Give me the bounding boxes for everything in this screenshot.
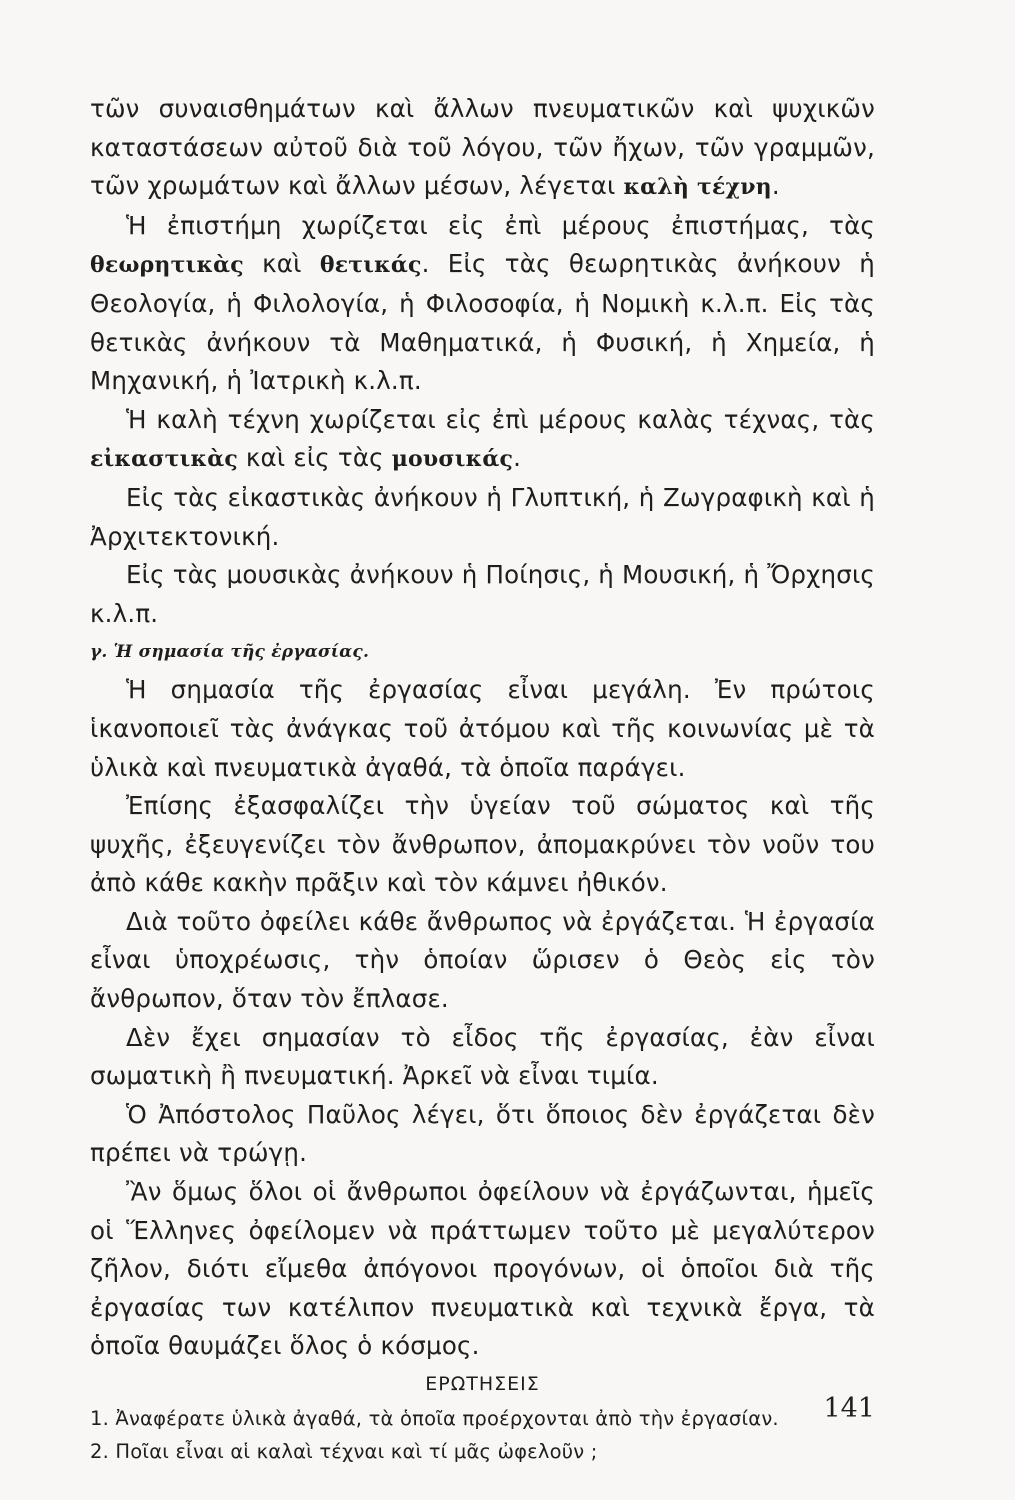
paragraph-2-part-b: καὶ: [243, 249, 320, 279]
paragraph-1: [90, 90, 875, 207]
paragraph-2-part-c: . Εἰς τὰς θεωρητικὰς ἀνήκουν ἡ Θεολογία, ἡ Φιλολογία, ἡ Φιλοσοφία, ἡ Νομικὴ κ.λ.π. Εἰς τὰς θετικὰς ἀνήκουν τὰ Μαθηματικά, ἡ Φυσική, ἡ Χημεία, ἡ Μηχανική, ἡ Ἰατρικὴ κ.λ.π.: [90, 249, 875, 396]
paragraph-5: Εἰς τὰς μουσικὰς ἀνήκουν ἡ Ποίησις, ἡ Μουσική, ἡ Ὄρχησις κ.λ.π.: [90, 560, 876, 628]
paragraph-8: Διὰ τοῦτο ὀφείλει κάθε ἄνθρωπος νὰ ἐργάζεται. Ἡ ἐργασία εἶναι ὑποχρέωσις, τὴν ὁποίαν ὥρισεν ὁ Θεὸς εἰς τὸν ἄνθρωπον, ὅταν τὸν ἔπλασε.: [90, 906, 875, 1014]
paragraph-10: Ὁ Ἀπόστολος Παῦλος λέγει, ὅτι ὅποιος δὲν ἐργάζεται δὲν πρέπει νὰ τρώγῃ.: [90, 1099, 875, 1168]
question-1: 1. Ἀναφέρατε ὑλικὰ ἀγαθά, τὰ ὁποῖα προέρχονται ἀπὸ τὴν ἐργασίαν.: [90, 1407, 779, 1430]
paragraph-3-part-a: Ἡ καλὴ τέχνη χωρίζεται εἰς ἐπὶ μέρους καλὰς τέχνας, τὰς: [126, 404, 875, 434]
paragraph-3-part-b: καὶ εἰς τὰς: [237, 443, 392, 473]
paragraph-9: Δὲν ἔχει σημασίαν τὸ εἶδος τῆς ἐργασίας, ἐὰν εἶναι σωματικὴ ἢ πνευματική. Ἀρκεῖ νὰ εἶναι τιμία.: [90, 1022, 875, 1091]
paragraph-7: Ἐπίσης ἐξασφαλίζει τὴν ὑγείαν τοῦ σώματος καὶ τῆς ψυχῆς, ἐξευγενίζει τὸν ἄνθρωπον, ἀπομακρύνει τὸν νοῦν του ἀπὸ κάθε κακὴν πρᾶξιν καὶ τὸν κάμνει ἠθικόν.: [90, 791, 875, 898]
term-mousikas: μουσικάς: [391, 446, 514, 473]
question-2: 2. Ποῖαι εἶναι αἱ καλαὶ τέχναι καὶ τί μᾶς ὠφελοῦν ;: [90, 1440, 598, 1463]
page-number: 141: [823, 1393, 875, 1424]
term-eikastikas: εἰκαστικὰς: [90, 446, 238, 473]
paragraph-2: [90, 207, 875, 401]
paragraph-3-part-c: .: [513, 443, 522, 473]
section-heading: γ. Ἡ σημασία τῆς ἐργασίας.: [90, 642, 370, 663]
term-kale-techne: καλὴ τέχνη: [623, 174, 772, 201]
paragraph-6: Ἡ σημασία τῆς ἐργασίας εἶναι μεγάλη. Ἐν πρώτοις ἱκανοποιεῖ τὰς ἀνάγκας τοῦ ἀτόμου καὶ τῆς κοινωνίας μὲ τὰ ὑλικὰ καὶ πνευματικὰ ἀγαθά, τὰ ὁποῖα παράγει.: [90, 675, 875, 782]
paragraph-11: Ἂν ὅμως ὅλοι οἱ ἄνθρωποι ὀφείλουν νὰ ἐργάζωνται, ἡμεῖς οἱ Ἕλληνες ὀφείλομεν νὰ πράττωμεν τοῦτο μὲ μεγαλύτερον ζῆλον, διότι εἴμεθα ἀπόγονοι προγόνων, οἱ ὁποῖοι διὰ τῆς ἐργασίας των κατέλιπον πνευματικὰ καὶ τεχνικὰ ἔργα, τὰ ὁποῖα θαυμάζει ὅλος ὁ κόσμος.: [90, 1177, 875, 1361]
paragraph-2-part-a: Ἡ ἐπιστήμη χωρίζεται εἰς ἐπὶ μέρους ἐπιστήμας, τὰς: [126, 210, 875, 240]
questions-heading: ΕΡΩΤΗΣΕΙΣ: [425, 1373, 540, 1395]
body-text: [90, 90, 875, 1468]
term-theoretikas: θεωρητικὰς: [90, 252, 244, 279]
paragraph-1-text: τῶν συναισθημάτων καὶ ἄλλων πνευματικῶν καὶ ψυχικῶν καταστάσεων αὐτοῦ διὰ τοῦ λόγου, τῶν ἤχων, τῶν γραμμῶν, τῶν χρωμάτων καὶ ἄλλων μέσων, λέγεται: [90, 94, 875, 201]
paragraph-1-end: .: [771, 171, 780, 201]
paragraph-3: [90, 401, 875, 479]
paragraph-4: Εἰς τὰς εἰκαστικὰς ἀνήκουν ἡ Γλυπτική, ἡ Ζωγραφικὴ καὶ ἡ Ἀρχιτεκτονική.: [90, 482, 875, 551]
term-thetikas: θετικάς: [319, 252, 422, 279]
